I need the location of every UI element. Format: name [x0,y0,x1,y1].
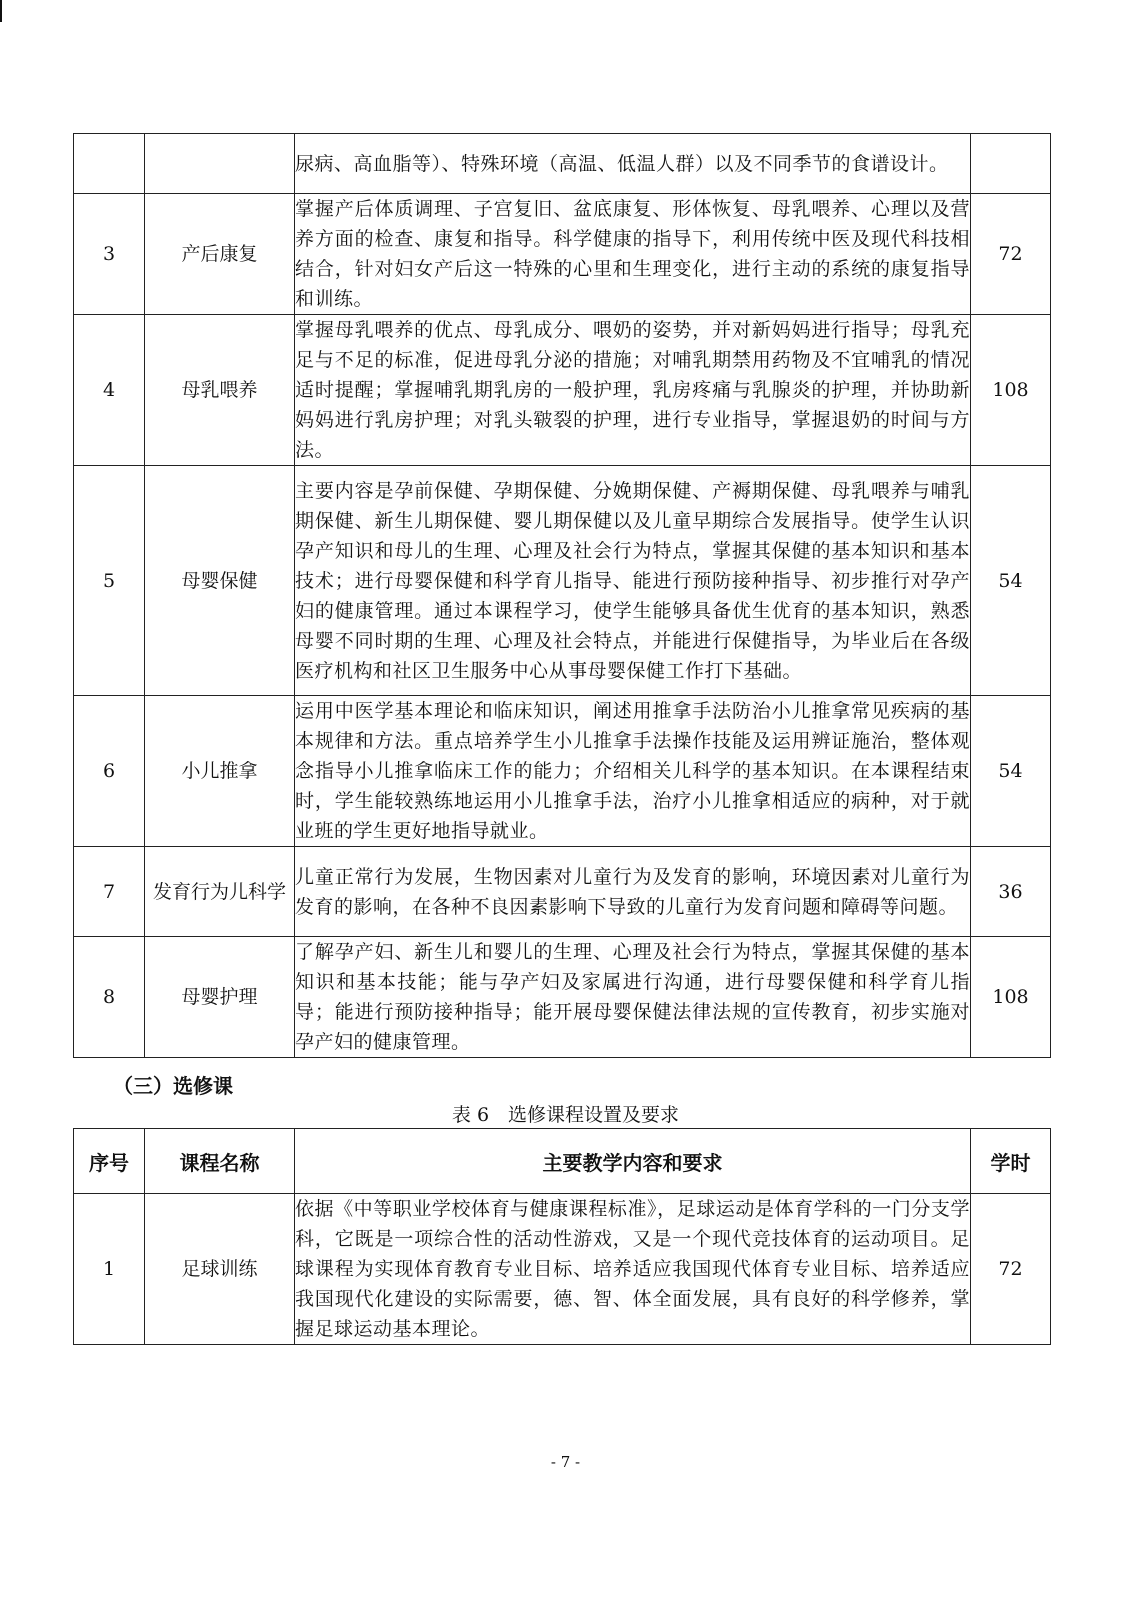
course-name [145,134,295,194]
course-content: 主要内容是孕前保健、孕期保健、分娩期保健、产褥期保健、母乳喂养与哺乳期保健、新生儿期保健、婴儿期保健以及儿童早期综合发展指导。使学生认识孕产知识和母儿的生理、心理及社会行为特点，掌握其保健的基本知识和基本技术；进行母婴保健和科学育儿指导、能进行预防接种指导、初步推行对孕产妇的健康管理。通过本课程学习，使学生能够具备优生优育的基本知识，熟悉母婴不同时期的生理、心理及社会特点，并能进行保健指导，为毕业后在各级医疗机构和社区卫生服务中心从事母婴保健工作打下基础。 [295,466,971,696]
elective-courses-table [73,1128,1051,1345]
column-header-content: 主要教学内容和要求 [295,1129,971,1194]
course-name: 发育行为儿科学 [145,847,295,937]
row-number: 6 [74,696,145,847]
course-hours [971,134,1051,194]
column-header-course-name: 课程名称 [145,1129,295,1194]
table-row [74,937,1051,1058]
course-content: 掌握产后体质调理、子宫复旧、盆底康复、形体恢复、母乳喂养、心理以及营养方面的检查、康复和指导。科学健康的指导下，利用传统中医及现代科技相结合，针对妇女产后这一特殊的心里和生理变化，进行主动的系统的康复指导和训练。 [295,194,971,315]
row-number [74,134,145,194]
course-hours: 108 [971,315,1051,466]
course-content: 了解孕产妇、新生儿和婴儿的生理、心理及社会行为特点，掌握其保健的基本知识和基本技能；能与孕产妇及家属进行沟通，进行母婴保健和科学育儿指导；能进行预防接种指导；能开展母婴保健法律法规的宣传教育，初步实施对孕产妇的健康管理。 [295,937,971,1058]
row-number: 4 [74,315,145,466]
table-row [74,466,1051,696]
course-hours: 72 [971,194,1051,315]
table-row [74,847,1051,937]
column-header-number: 序号 [74,1129,145,1194]
course-hours: 36 [971,847,1051,937]
course-name: 足球训练 [145,1194,295,1345]
section-heading: （三）选修课 [113,1074,233,1098]
course-hours: 108 [971,937,1051,1058]
course-hours: 72 [971,1194,1051,1345]
table-row [74,315,1051,466]
course-hours: 54 [971,696,1051,847]
row-number: 7 [74,847,145,937]
course-content: 运用中医学基本理论和临床知识，阐述用推拿手法防治小儿推拿常见疾病的基本规律和方法。重点培养学生小儿推拿手法操作技能及运用辨证施治，整体观念指导小儿推拿临床工作的能力；介绍相关儿科学的基本知识。在本课程结束时，学生能较熟练地运用小儿推拿手法，治疗小儿推拿相适应的病种，对于就业班的学生更好地指导就业。 [295,696,971,847]
table-row [74,194,1051,315]
row-number: 3 [74,194,145,315]
table-row [74,696,1051,847]
table-row [74,1194,1051,1345]
page-number: - 7 - [550,1453,581,1471]
course-name: 产后康复 [145,194,295,315]
table-caption: 表 6 选修课程设置及要求 [451,1104,680,1126]
course-content: 依据《中等职业学校体育与健康课程标准》，足球运动是体育学科的一门分支学科，它既是一项综合性的活动性游戏，又是一个现代竞技体育的运动项目。足球课程为实现体育教育专业目标、培养适应我国现代体育专业目标、培养适应我国现代化建设的实际需要，德、智、体全面发展，具有良好的科学修养，掌握足球运动基本理论。 [295,1194,971,1345]
course-name: 小儿推拿 [145,696,295,847]
row-number: 1 [74,1194,145,1345]
course-name: 母乳喂养 [145,315,295,466]
course-content: 尿病、高血脂等）、特殊环境（高温、低温人群）以及不同季节的食谱设计。 [295,134,971,194]
row-number: 5 [74,466,145,696]
course-name: 母婴保健 [145,466,295,696]
course-content: 掌握母乳喂养的优点、母乳成分、喂奶的姿势，并对新妈妈进行指导；母乳充足与不足的标准，促进母乳分泌的措施；对哺乳期禁用药物及不宜哺乳的情况适时提醒；掌握哺乳期乳房的一般护理，乳房疼痛与乳腺炎的护理，并协助新妈妈进行乳房护理；对乳头皲裂的护理，进行专业指导，掌握退奶的时间与方法。 [295,315,971,466]
required-courses-table-continued [73,133,1051,1058]
page-corner-mark [0,0,2,22]
course-content: 儿童正常行为发展，生物因素对儿童行为及发育的影响，环境因素对儿童行为发育的影响，在各种不良因素影响下导致的儿童行为发育问题和障碍等问题。 [295,847,971,937]
row-number: 8 [74,937,145,1058]
table-header-row [74,1129,1051,1194]
course-name: 母婴护理 [145,937,295,1058]
table-row [74,134,1051,194]
course-hours: 54 [971,466,1051,696]
column-header-hours: 学时 [971,1129,1051,1194]
